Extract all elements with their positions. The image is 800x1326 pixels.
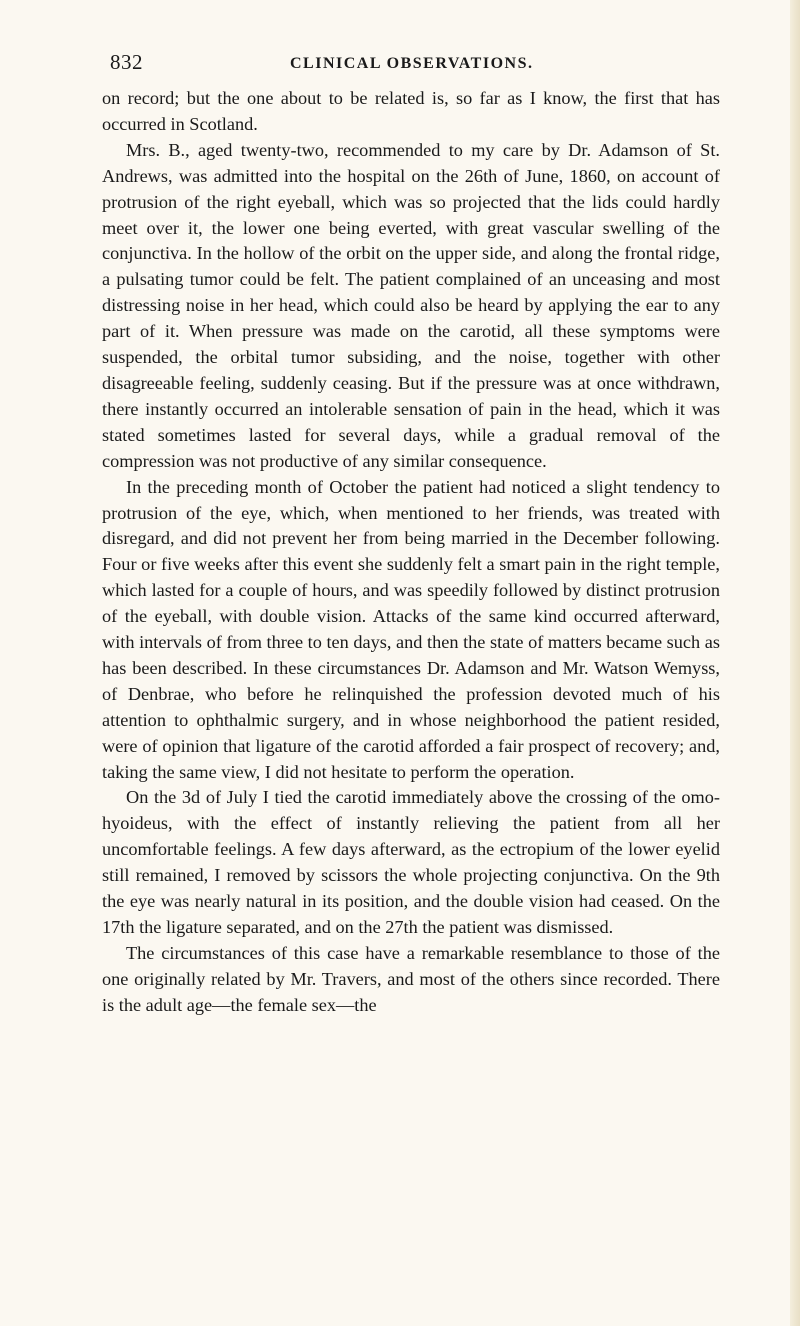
page-number: 832	[110, 50, 143, 74]
paragraph: Mrs. B., aged twenty-two, recommended to my care by Dr. Adamson of St. Andrews, was admitted into the hospital on the 26th of June, 1860, on account of protrusion of the right eyeball, which was so projected that the lids could hardly meet over it, the lower one being everted, with great vascular swelling of the conjunctiva. In the hollow of the orbit on the upper side, and along the frontal ridge, a pulsating tumor could be felt. The patient complained of an unceasing and most distressing noise in her head, which could also be heard by applying the ear to any part of it. When pressure was made on the carotid, all these symptoms were suspended, the orbital tumor subsiding, and the noise, together with other disagreeable feeling, suddenly ceasing. But if the pressure was at once withdrawn, there instantly occurred an intolerable sensation of pain in the head, which it was stated sometimes lasted for several days, while a gradual removal of the compression was not productive of any similar consequence.	[102, 139, 720, 471]
paragraph: on record; but the one about to be related is, so far as I know, the first that has occurred in Scotland.	[102, 88, 720, 134]
page-header	[110, 50, 720, 80]
page-edge	[790, 0, 800, 1326]
paragraph: On the 3d of July I tied the carotid immediately above the crossing of the omo-hyoideus, with the effect of instantly relieving the patient from all her uncomfortable feelings. A few days afterward, as the ectropium of the lower eyelid still remained, I removed by scissors the whole projecting conjunctiva. On the 9th the eye was nearly natural in its position, and the double vision had ceased. On the 17th the ligature separated, and on the 27th the patient was dismissed.	[102, 787, 720, 937]
body-text	[102, 86, 720, 1019]
running-head: CLINICAL OBSERVATIONS.	[290, 55, 534, 72]
paragraph: In the preceding month of October the patient had noticed a slight tendency to protrusion of the eye, which, when mentioned to her friends, was treated with disregard, and did not prevent her from being married in the December following. Four or five weeks after this event she suddenly felt a smart pain in the right temple, which lasted for a couple of hours, and was speedily followed by distinct protrusion of the eyeball, with double vision. Attacks of the same kind occurred afterward, with intervals of from three to ten days, and then the state of matters became such as has been described. In these circumstances Dr. Adamson and Mr. Watson Wemyss, of Denbrae, who before he relinquished the profession devoted much of his attention to ophthalmic surgery, and in whose neighborhood the patient resided, were of opinion that ligature of the carotid afforded a fair prospect of recovery; and, taking the same view, I did not hesitate to perform the operation.	[102, 476, 720, 782]
paragraph: The circumstances of this case have a remarkable resemblance to those of the one originally related by Mr. Travers, and most of the others since recorded. There is the adult age—the female sex—the	[102, 942, 720, 1015]
